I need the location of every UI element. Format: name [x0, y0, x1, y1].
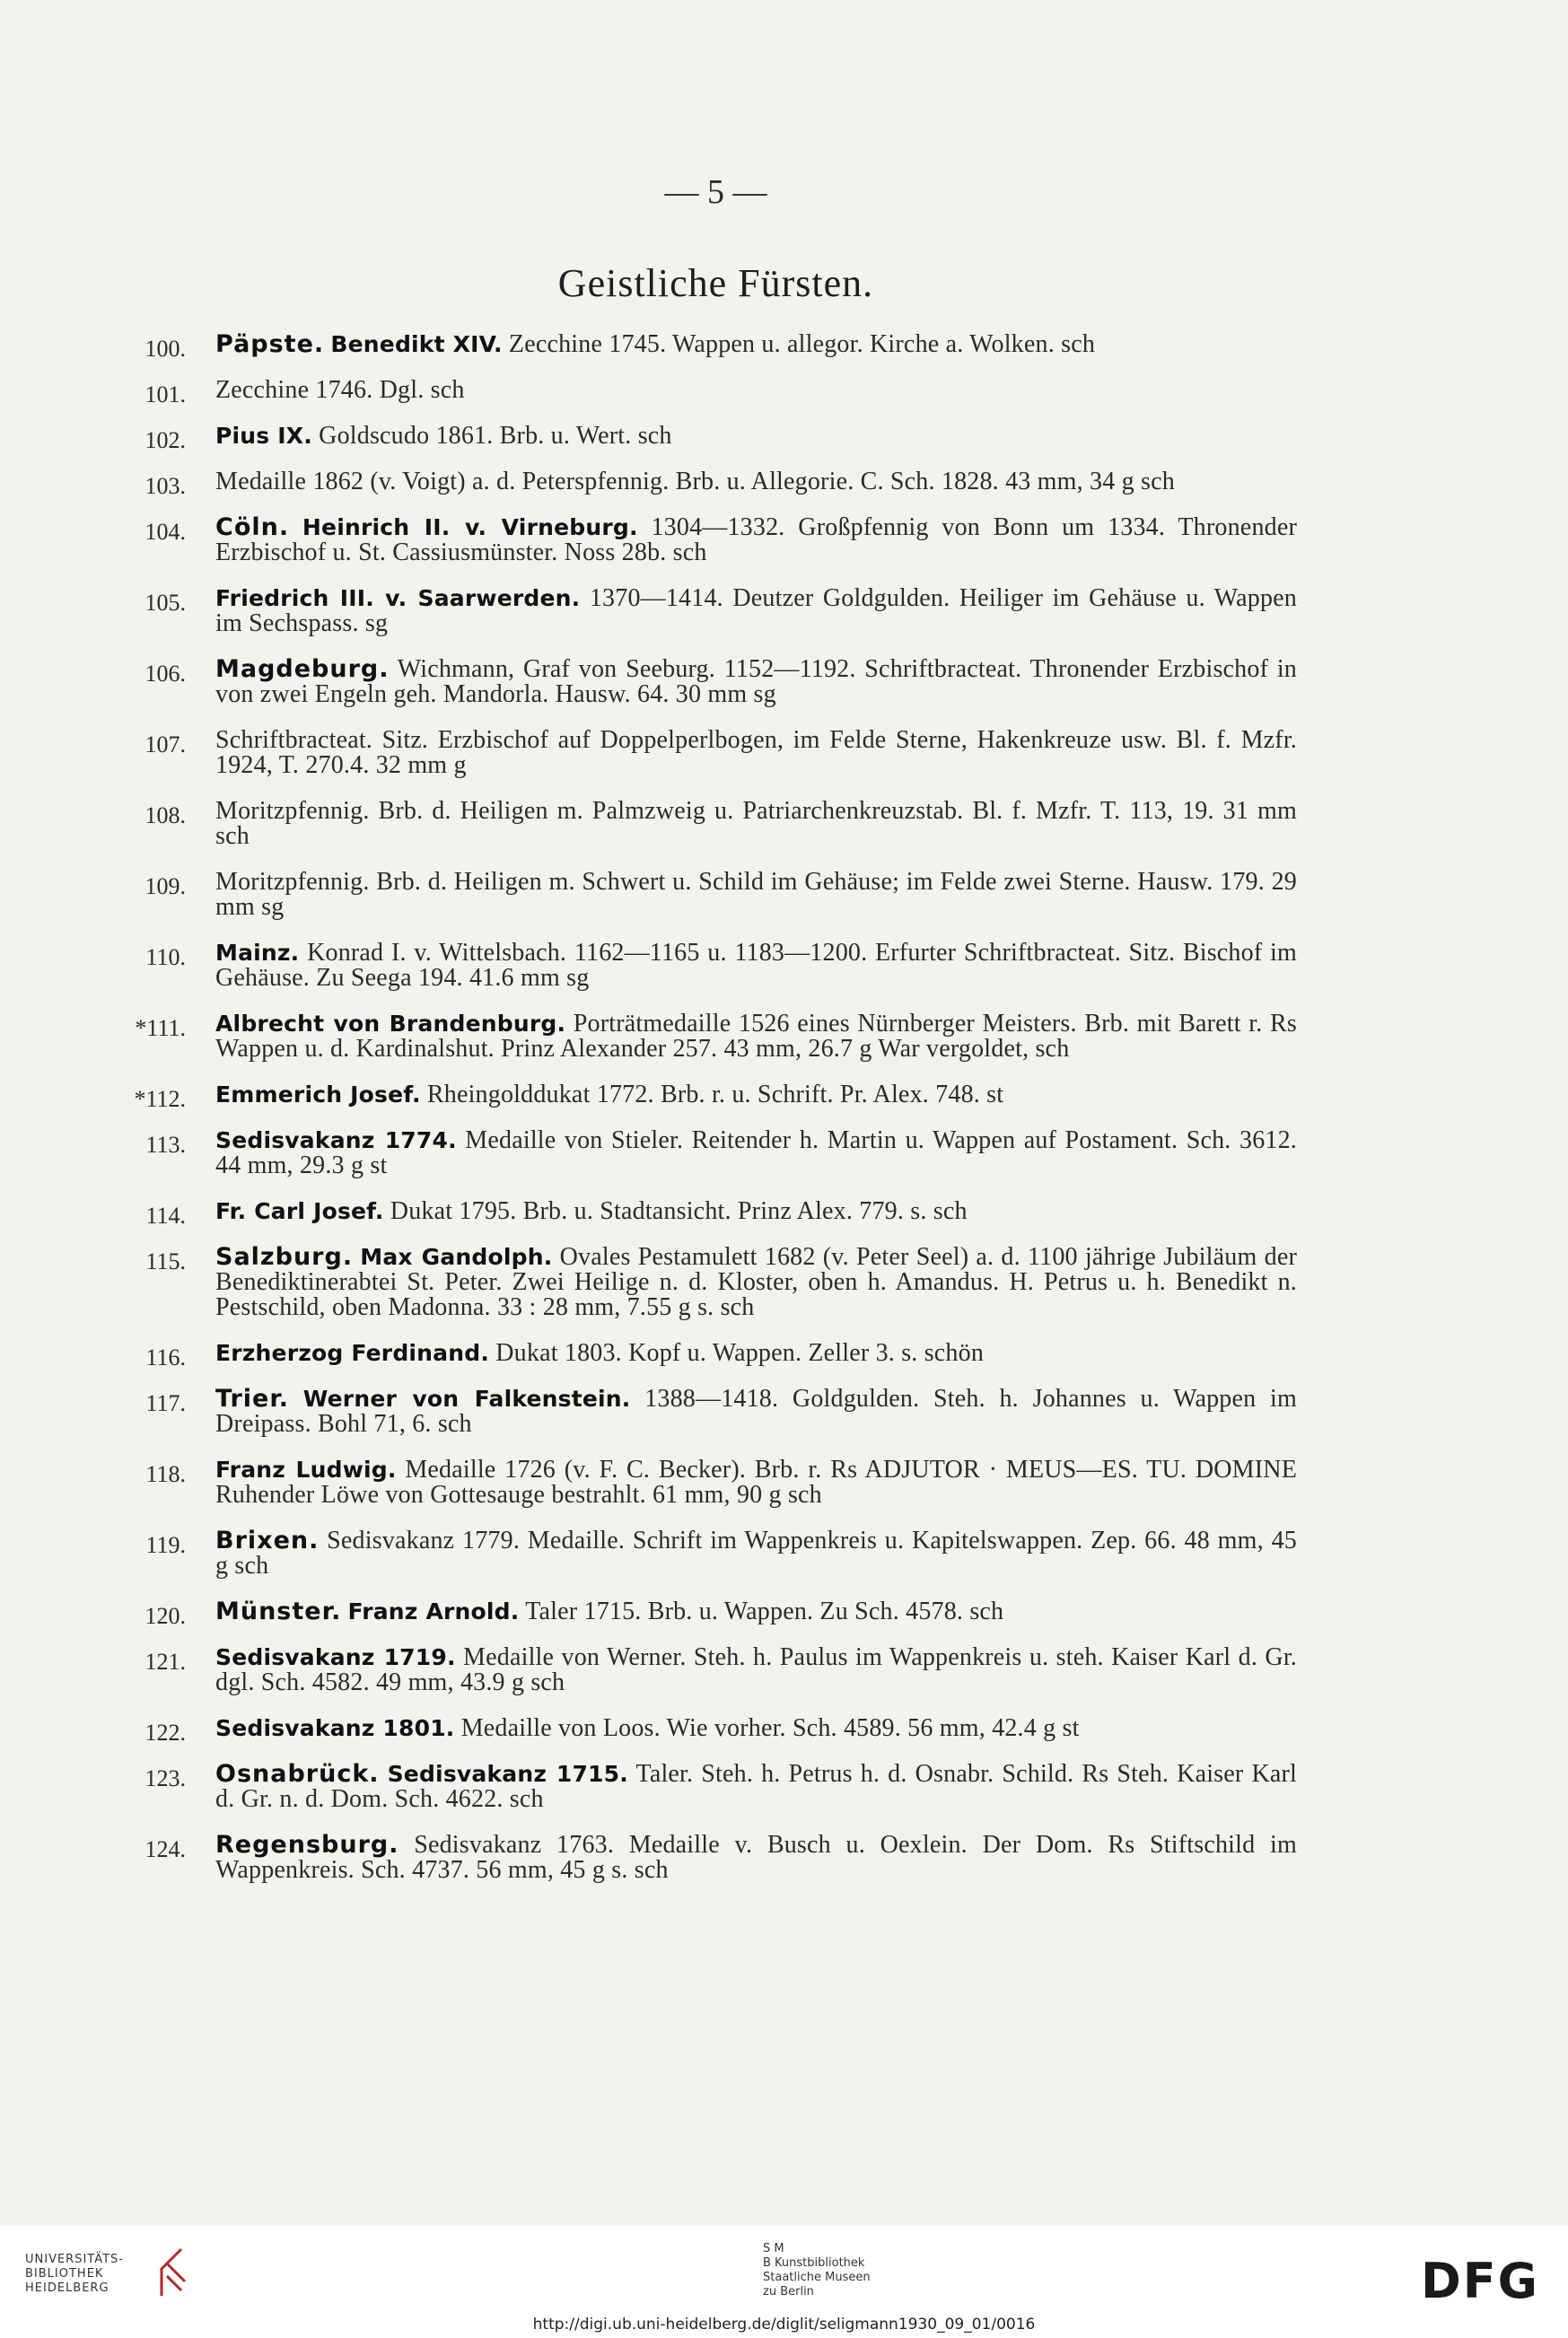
entry-text	[215, 728, 1297, 778]
entry-text	[215, 1245, 1297, 1320]
entry-city: Trier.	[215, 1385, 290, 1413]
museum-stamp	[763, 2242, 871, 2299]
entry-number: 103.	[145, 473, 186, 499]
catalog-entry	[126, 870, 1297, 920]
catalog-entry	[126, 1598, 1297, 1629]
entry-description: Konrad I. v. Wittelsbach. 1162—1165 u. 1183—1200. Erfurter Schriftbracteat. Sitz. Bischof im Gehäuse. Zu Seega 194. 41.6 mm sg	[215, 939, 1297, 992]
entry-heading: Sedisvakanz 1719.	[215, 1644, 456, 1670]
catalog-entry	[126, 941, 1297, 991]
entry-text	[215, 1762, 1297, 1812]
entry-number: 115.	[145, 1248, 186, 1274]
entry-text	[215, 1011, 1297, 1062]
entry-text	[215, 1599, 1297, 1624]
entry-description: Sedisvakanz 1779. Medaille. Schrift im Wappenkreis u. Kapitelswappen. Zep. 66. 48 mm, 45 g sch	[215, 1527, 1297, 1580]
library-line-2: BIBLIOTHEK	[25, 2267, 104, 2281]
catalog-entry	[126, 1528, 1297, 1579]
entry-description: Taler 1715. Brb. u. Wappen. Zu Sch. 4578. sch	[525, 1598, 1004, 1625]
entry-text	[215, 1199, 1297, 1224]
entry-description: Taler. Steh. h. Petrus h. d. Osnabr. Schild. Rs Steh. Kaiser Karl d. Gr. n. d. Dom. Sch. 4622. sch	[215, 1760, 1298, 1813]
entry-city: Regensburg.	[215, 1831, 399, 1859]
catalog-entry	[126, 1714, 1297, 1746]
entry-description: Medaille von Werner. Steh. h. Paulus im Wappenkreis u. steh. Kaiser Karl d. Gr. dgl. Sch. 4582. 49 mm, 43.9 g sch	[215, 1643, 1298, 1696]
entry-description: Porträtmedaille 1526 eines Nürnberger Meisters. Brb. mit Barett r. Rs Wappen u. d. Kardinalshut. Prinz Alexander 257. 43 mm, 26.7 g War vergoldet, sch	[215, 1010, 1297, 1063]
entry-description: Zecchine 1745. Wappen u. allegor. Kirche a. Wolken. sch	[508, 330, 1096, 358]
entry-heading: Franz Arnold.	[347, 1598, 520, 1624]
entry-description: Moritzpfennig. Brb. d. Heiligen m. Palmzweig u. Patriarchenkreuzstab. Bl. f. Mzfr. T. 113, 19. 31 mm sch	[215, 797, 1297, 850]
entry-number: 107.	[145, 731, 186, 757]
entry-heading: Werner von Falkenstein.	[302, 1386, 631, 1412]
catalog-entries	[126, 332, 1297, 1904]
entry-city: Päpste.	[215, 330, 325, 358]
library-logo-icon[interactable]	[154, 2246, 190, 2299]
entry-number: 120.	[145, 1603, 186, 1629]
catalog-entry	[126, 1339, 1297, 1370]
catalog-entry	[126, 1128, 1297, 1178]
entry-text	[215, 1082, 1297, 1108]
entry-description: Medaille von Loos. Wie vorher. Sch. 4589. 56 mm, 42.4 g st	[460, 1714, 1080, 1742]
entry-number: 106.	[145, 661, 186, 687]
entry-description: Rheingolddukat 1772. Brb. r. u. Schrift. Pr. Alex. 748. st	[426, 1081, 1004, 1108]
catalog-entry	[126, 1245, 1297, 1320]
footer-bar	[0, 2226, 1568, 2338]
catalog-entry	[126, 1011, 1297, 1062]
entry-number: 104.	[145, 519, 186, 545]
entry-description: 1388—1418. Goldgulden. Steh. h. Johannes u. Wappen im Dreipass. Bohl 71, 6. sch	[215, 1385, 1297, 1438]
entry-heading: Heinrich II. v. Virneburg.	[302, 514, 638, 540]
entry-description: Sedisvakanz 1763. Medaille v. Busch u. Oexlein. Der Dom. Rs Stiftschild im Wappenkreis. Sch. 4737. 56 mm, 45 g s. sch	[215, 1831, 1297, 1884]
entry-description: Zecchine 1746. Dgl. sch	[215, 376, 465, 404]
catalog-entry	[126, 376, 1297, 407]
entry-text	[215, 799, 1297, 849]
entry-heading: Sedisvakanz 1774.	[215, 1127, 457, 1153]
section-title: Geistliche Fürsten.	[557, 261, 874, 305]
entry-text	[215, 1387, 1297, 1437]
entry-description: Moritzpfennig. Brb. d. Heiligen m. Schwert u. Schild im Gehäuse; im Felde zwei Sterne. Hausw. 179. 29 mm sg	[215, 868, 1297, 921]
stamp-line-4: zu Berlin	[763, 2285, 814, 2299]
entry-city: Magdeburg.	[215, 655, 390, 683]
entry-heading: Max Gandolph.	[360, 1244, 553, 1270]
entry-number: 105.	[145, 590, 186, 616]
entry-number: 108.	[145, 802, 186, 828]
entry-heading: Sedisvakanz 1801.	[215, 1715, 455, 1741]
library-logo-text[interactable]	[25, 2253, 124, 2296]
entry-heading: Fr. Carl Josef.	[215, 1198, 384, 1224]
entry-heading: Franz Ludwig.	[215, 1457, 397, 1483]
entry-description: Schriftbracteat. Sitz. Erzbischof auf Doppelperlbogen, im Felde Sterne, Hakenkreuze usw. Bl. f. Mzfr. 1924, T. 270.4. 32 mm g	[215, 726, 1297, 779]
catalog-entry	[126, 1762, 1297, 1812]
entry-number: 113.	[145, 1132, 186, 1158]
catalog-entry	[126, 586, 1297, 636]
catalog-entry	[126, 515, 1297, 565]
entry-number: 123.	[145, 1765, 186, 1791]
entry-number: 101.	[145, 381, 186, 407]
entry-description: Wichmann, Graf von Seeburg. 1152—1192. Schriftbracteat. Thronender Erzbischof in von zwei Engeln geh. Mandorla. Hausw. 64. 30 mm sg	[215, 655, 1297, 708]
entry-description: Medaille von Stieler. Reitender h. Martin u. Wappen auf Postament. Sch. 3612. 44 mm, 29.3 g st	[215, 1126, 1297, 1179]
entry-description: Ovales Pestamulett 1682 (v. Peter Seel) a. d. 1100 jährige Jubiläum der Benediktinerabtei St. Peter. Zwei Heilige n. d. Kloster, oben h. Amandus. H. Petrus u. h. Benedikt n. Pestschild, oben Madonna. 33 : 28 mm, 7.55 g s. sch	[215, 1243, 1297, 1321]
entry-city: Cöln.	[215, 513, 290, 541]
entry-heading: Benedikt XIV.	[330, 331, 503, 357]
dfg-logo[interactable]: DFG	[1420, 2253, 1539, 2309]
entry-description: 1370—1414. Deutzer Goldgulden. Heiliger im Gehäuse u. Wappen im Sechspass. sg	[215, 584, 1298, 637]
entry-text	[215, 378, 1297, 403]
entry-text	[215, 1833, 1297, 1883]
entry-number: 116.	[145, 1344, 186, 1370]
entry-text	[215, 1528, 1297, 1579]
entry-description: Goldscudo 1861. Brb. u. Wert. sch	[319, 422, 672, 450]
entry-text	[215, 941, 1297, 991]
entry-description: 1304—1332. Großpfennig von Bonn um 1334. Thronender Erzbischof u. St. Cassiusmünster. Noss 28b. sch	[215, 513, 1297, 566]
entry-text	[215, 1716, 1297, 1741]
stamp-line-3: Staatliche Museen	[763, 2271, 871, 2284]
entry-heading: Emmerich Josef.	[215, 1081, 421, 1108]
stamp-line-1: S M	[763, 2242, 784, 2255]
entry-text	[215, 586, 1297, 636]
entry-number: 114.	[145, 1203, 186, 1229]
source-url-link[interactable]: http://digi.ub.uni-heidelberg.de/diglit/seligmann1930_09_01/0016	[532, 2316, 1036, 2334]
entry-number: 102.	[145, 427, 186, 453]
catalog-entry	[126, 1833, 1297, 1883]
entry-heading: Pius IX.	[215, 423, 312, 449]
catalog-entry	[126, 728, 1297, 778]
entry-number: 124.	[145, 1836, 186, 1862]
entry-number: 121.	[145, 1649, 186, 1675]
entry-text	[215, 870, 1297, 920]
entry-number: *111.	[135, 1015, 186, 1041]
entry-text	[215, 469, 1297, 495]
entry-description: Medaille 1726 (v. F. C. Becker). Brb. r. Rs ADJUTOR · MEUS—ES. TU. DOMINE Ruhender Löwe von Gottesauge bestrahlt. 61 mm, 90 g sch	[215, 1456, 1298, 1509]
entry-description: Dukat 1795. Brb. u. Stadtansicht. Prinz Alex. 779. s. sch	[390, 1197, 968, 1225]
entry-city: Salzburg.	[215, 1243, 354, 1271]
entry-text	[215, 515, 1297, 565]
entry-text	[215, 1341, 1297, 1366]
catalog-entry	[126, 799, 1297, 849]
library-line-1: UNIVERSITÄTS-	[25, 2253, 124, 2266]
catalog-entry	[126, 1387, 1297, 1437]
catalog-entry	[126, 468, 1297, 499]
entry-number: 100.	[145, 336, 186, 362]
catalog-entry	[126, 1197, 1297, 1229]
catalog-entry	[126, 1458, 1297, 1508]
entry-text	[215, 1458, 1297, 1508]
entry-number: 109.	[145, 873, 186, 899]
catalog-entry	[126, 422, 1297, 453]
entry-text	[215, 424, 1297, 449]
entry-text	[215, 332, 1297, 357]
stamp-line-2: B Kunstbibliothek	[763, 2256, 865, 2270]
entry-number: 119.	[145, 1532, 186, 1558]
entry-number: 118.	[145, 1461, 186, 1487]
catalog-entry	[126, 1645, 1297, 1695]
entry-description: Medaille 1862 (v. Voigt) a. d. Peterspfennig. Brb. u. Allegorie. C. Sch. 1828. 43 mm, 34 g sch	[215, 468, 1175, 495]
library-line-3: HEIDELBERG	[25, 2281, 109, 2295]
entry-city: Brixen.	[215, 1527, 320, 1554]
catalog-entry	[126, 330, 1297, 362]
catalog-entry	[126, 1081, 1297, 1112]
entry-text	[215, 1645, 1297, 1695]
entry-heading: Albrecht von Brandenburg.	[215, 1011, 566, 1037]
entry-heading: Erzherzog Ferdinand.	[215, 1340, 490, 1366]
entry-heading: Sedisvakanz 1715.	[387, 1761, 628, 1787]
entry-city: Münster.	[215, 1598, 342, 1625]
entry-number: 117.	[145, 1390, 186, 1416]
entry-description: Dukat 1803. Kopf u. Wappen. Zeller 3. s. schön	[495, 1339, 985, 1367]
entry-heading: Mainz.	[215, 940, 300, 966]
entry-text	[215, 657, 1297, 707]
entry-text	[215, 1128, 1297, 1178]
entry-number: 110.	[145, 944, 186, 970]
entry-number: *112.	[134, 1086, 186, 1112]
catalog-entry	[126, 657, 1297, 707]
entry-heading: Friedrich III. v. Saarwerden.	[215, 585, 581, 611]
page-number: — 5 —	[664, 173, 767, 211]
entry-city: Osnabrück.	[215, 1760, 380, 1788]
entry-number: 122.	[145, 1720, 186, 1746]
